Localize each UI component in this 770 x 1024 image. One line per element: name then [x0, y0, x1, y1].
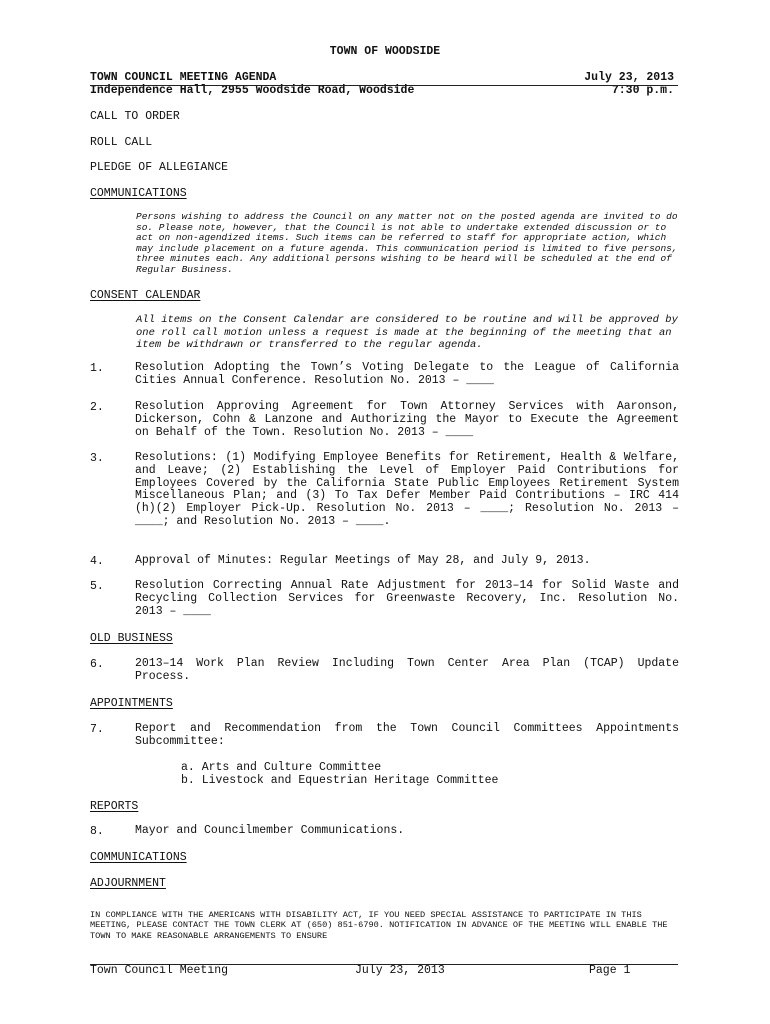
call-to-order-heading: CALL TO ORDER: [90, 110, 180, 123]
sub-item: a. Arts and Culture Committee: [181, 761, 382, 774]
agenda-item-text: Resolution Approving Agreement for Town Attorney Services with Aaronson, Dickerson, Cohn & Lanzone and Authorizing the Mayor to Execute the Agreement on Behalf of the Town. Resolution No. 2013 – ____: [135, 400, 679, 439]
appointments-heading: APPOINTMENTS: [90, 697, 173, 710]
footer-date: July 23, 2013: [355, 964, 445, 977]
consent-calendar-note: All items on the Consent Calendar are considered to be routine and will be approved by one roll call motion unless a request is made at the beginning of the meeting that an item be withdrawn or transferred to the regular agenda.: [136, 314, 678, 352]
roll-call-heading: ROLL CALL: [90, 136, 153, 149]
consent-calendar-heading: CONSENT CALENDAR: [90, 289, 201, 302]
item-number: 4.: [90, 555, 104, 568]
footer-left: Town Council Meeting: [90, 964, 229, 977]
agenda-item-text: Approval of Minutes: Regular Meetings of May 28, and July 9, 2013.: [135, 554, 591, 567]
communications-heading: COMMUNICATIONS: [90, 187, 187, 200]
item-number: 7.: [90, 723, 104, 736]
agenda-item-text: Resolution Correcting Annual Rate Adjustment for 2013–14 for Solid Waste and Recycling Collection Services for Greenwaste Recovery, Inc. Resolution No. 2013 – ____: [135, 579, 679, 618]
communications-heading: COMMUNICATIONS: [90, 851, 187, 864]
ada-notice: IN COMPLIANCE WITH THE AMERICANS WITH DISABILITY ACT, IF YOU NEED SPECIAL ASSISTANCE TO PARTICIPATE IN THIS MEETING, PLEASE CONTACT THE TOWN CLERK AT (650) 851-6790. NOTIFICATION IN ADVANCE OF THE MEETING WILL ENABLE THE TOWN TO MAKE REASONABLE ARRANGEMENTS TO ENSURE: [90, 910, 668, 941]
sub-item: b. Livestock and Equestrian Heritage Committee: [181, 774, 499, 787]
meeting-date: July 23, 2013: [584, 71, 674, 84]
item-number: 2.: [90, 401, 104, 414]
header-right: [584, 71, 674, 97]
item-number: 5.: [90, 580, 104, 593]
item-number: 8.: [90, 825, 104, 838]
meeting-time: 7:30 p.m.: [611, 84, 674, 97]
pledge-heading: PLEDGE OF ALLEGIANCE: [90, 161, 229, 174]
meeting-location: Independence Hall, 2955 Woodside Road, Woodside: [90, 84, 415, 97]
item-number: 6.: [90, 658, 104, 671]
page-number: Page 1: [589, 964, 631, 977]
item-number: 3.: [90, 452, 104, 465]
communications-note: Persons wishing to address the Council on any matter not on the posted agenda are invited to do so. Please note, however, that the Council is not able to undertake extended discussion or to act on non-agendized items. Such items can be referred to staff for appropriate action, which may include placement on a future agenda. This communication period is limited to five persons, three minutes each. Any additional persons wishing to be heard will be scheduled at the end of Regular Business.: [136, 211, 678, 275]
agenda-item-text: Resolutions: (1) Modifying Employee Benefits for Retirement, Health & Welfare, and Leave; (2) Establishing the Level of Employer Paid Contributions for Employees Covered by the California State Public Employees Retirement System Miscellaneous Plan; and (3) To Tax Defer Member Paid Contributions – IRC 414 (h)(2) Employer Pick-Up. Resolution No. 2013 – ____; Resolution No. 2013 – ____; and Resolution No. 2013 – ____.: [135, 451, 679, 528]
reports-heading: REPORTS: [90, 800, 139, 813]
item-number: 1.: [90, 362, 104, 375]
agenda-title: TOWN COUNCIL MEETING AGENDA: [90, 71, 277, 84]
agenda-item-text: Mayor and Councilmember Communications.: [135, 824, 405, 837]
header-left: [90, 71, 414, 97]
adjournment-heading: ADJOURNMENT: [90, 877, 166, 890]
agenda-item-text: 2013–14 Work Plan Review Including Town Center Area Plan (TCAP) Update Process.: [135, 657, 679, 683]
document-title: TOWN OF WOODSIDE: [329, 45, 441, 58]
old-business-heading: OLD BUSINESS: [90, 632, 173, 645]
agenda-item-text: Report and Recommendation from the Town Council Committees Appointments Subcommittee:: [135, 722, 679, 748]
header-divider: [90, 85, 678, 86]
agenda-item-text: Resolution Adopting the Town’s Voting Delegate to the League of California Cities Annual Conference. Resolution No. 2013 – ____: [135, 361, 679, 387]
